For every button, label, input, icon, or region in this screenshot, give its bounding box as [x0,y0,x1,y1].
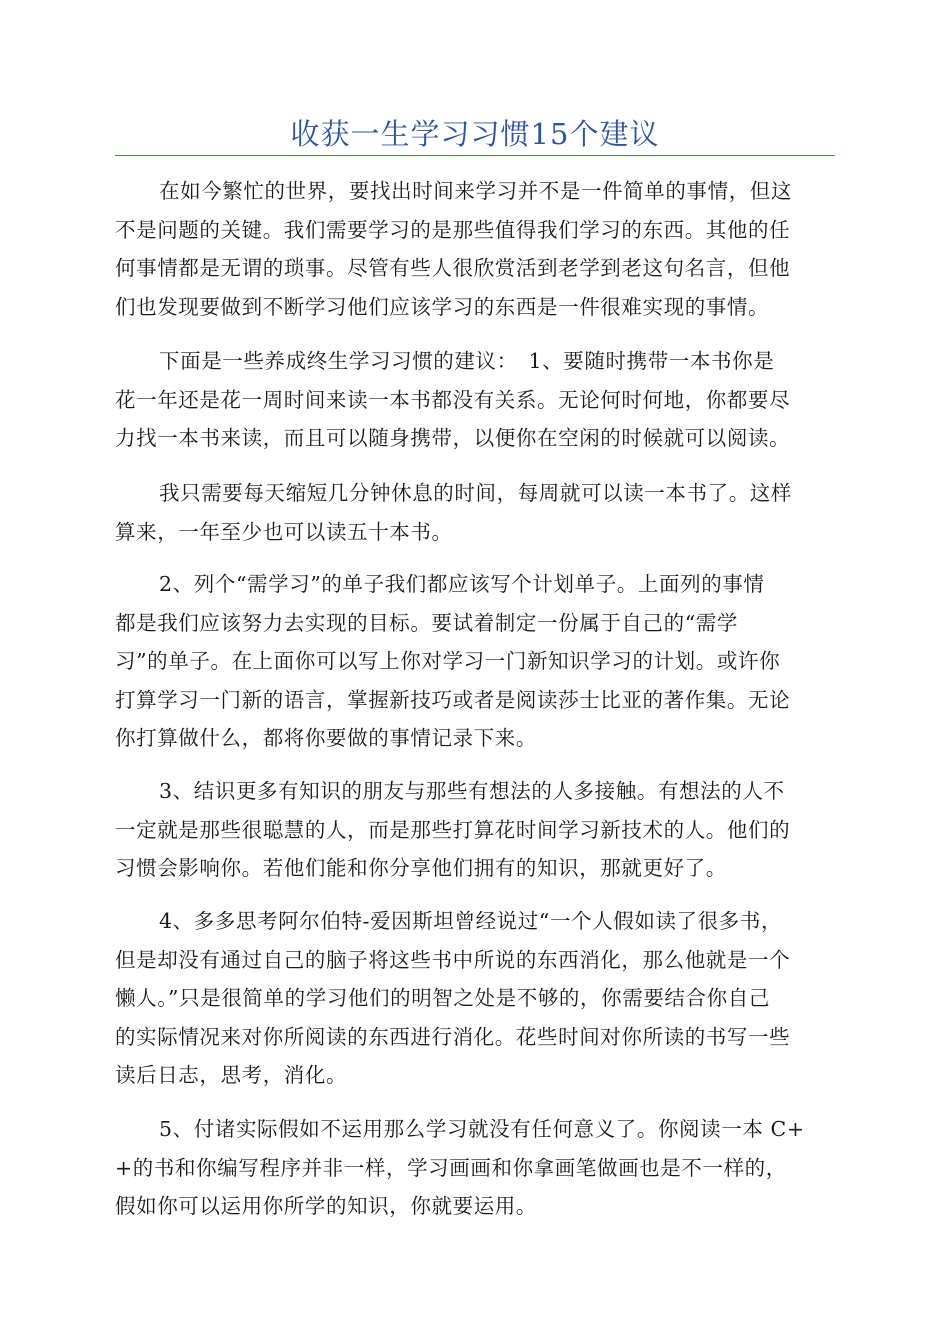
paragraph-tip-4 [115,902,837,1095]
paragraph-line: 2、列个“需学习”的单子我们都应该写个计划单子。上面列的事情 [159,572,765,596]
paragraph-line: 的实际情况来对你所阅读的东西进行消化。花些时间对你所读的书写一些 [115,1024,791,1049]
paragraph-line: 都是我们应该努力去实现的目标。要试着制定一份属于自己的“需学 [115,610,738,635]
paragraph-line: +的书和你编写程序并非一样，学习画画和你拿画笔做画也是不一样的， [115,1155,787,1180]
paragraph-line: 不是问题的关键。我们需要学习的是那些值得我们学习的东西。其他的任 [115,217,791,242]
paragraph-line: 下面是一些养成终生学习习惯的建议： 1、要随时携带一本书你是 [159,349,775,373]
paragraph-line: 算来，一年至少也可以读五十本书。 [115,519,453,544]
paragraph-line: 5、付诸实际假如不运用那么学习就没有任何意义了。你阅读一本 C+ [159,1117,805,1141]
paragraph-line: 力找一本书来读，而且可以随身携带，以便你在空闲的时候就可以阅读。 [115,426,791,450]
paragraph-line: 但是却没有通过自己的脑子将这些书中所说的东西消化，那么他就是一个 [115,947,791,972]
paragraph-line: 何事情都是无谓的琐事。尽管有些人很欣赏活到老学到老这句名言，但他 [115,256,791,280]
paragraph-line: 3、结识更多有知识的朋友与那些有想法的人多接触。有想法的人不 [159,779,785,803]
paragraph-line: 读后日志，思考，消化。 [115,1063,348,1087]
paragraph-tip-3 [115,772,837,888]
paragraph-line: 我只需要每天缩短几分钟休息的时间，每周就可以读一本书了。这样 [159,481,792,505]
paragraph-line: 一定就是那些很聪慧的人，而是那些打算花时间学习新技术的人。他们的 [115,817,791,842]
paragraph-line: 你打算做什么，都将你要做的事情记录下来。 [115,726,537,750]
paragraph-tip-5 [115,1110,837,1226]
document-title: 收获一生学习习惯15个建议 [290,117,660,151]
paragraph-line: 在如今繁忙的世界，要找出时间来学习并不是一件简单的事情，但这 [159,179,792,203]
paragraph-line: 花一年还是花一周时间来读一本书都没有关系。无论何时何地，你都要尽 [115,387,791,412]
paragraph-line: 们也发现要做到不断学习他们应该学习的东西是一件很难实现的事情。 [115,294,770,319]
paragraph-line: 习”的单子。在上面你可以写上你对学习一门新知识学习的计划。或许你 [115,649,781,673]
paragraph-intro [115,172,837,326]
paragraph-tip-1-cont [115,474,837,551]
paragraph-line: 4、多多思考阿尔伯特-爱因斯坦曾经说过“一个人假如读了很多书， [159,909,783,933]
title-underline [115,155,835,156]
paragraph-line: 假如你可以运用你所学的知识，你就要运用。 [115,1194,537,1218]
paragraph-tip-2 [115,565,837,758]
paragraph-line: 打算学习一门新的语言，掌握新技巧或者是阅读莎士比亚的著作集。无论 [115,687,791,712]
paragraph-line: 习惯会影响你。若他们能和你分享他们拥有的知识，那就更好了。 [115,856,727,880]
paragraph-line: 懒人。”只是很简单的学习他们的明智之处是不够的，你需要结合你自己 [115,986,770,1010]
paragraph-tip-1 [115,342,837,458]
